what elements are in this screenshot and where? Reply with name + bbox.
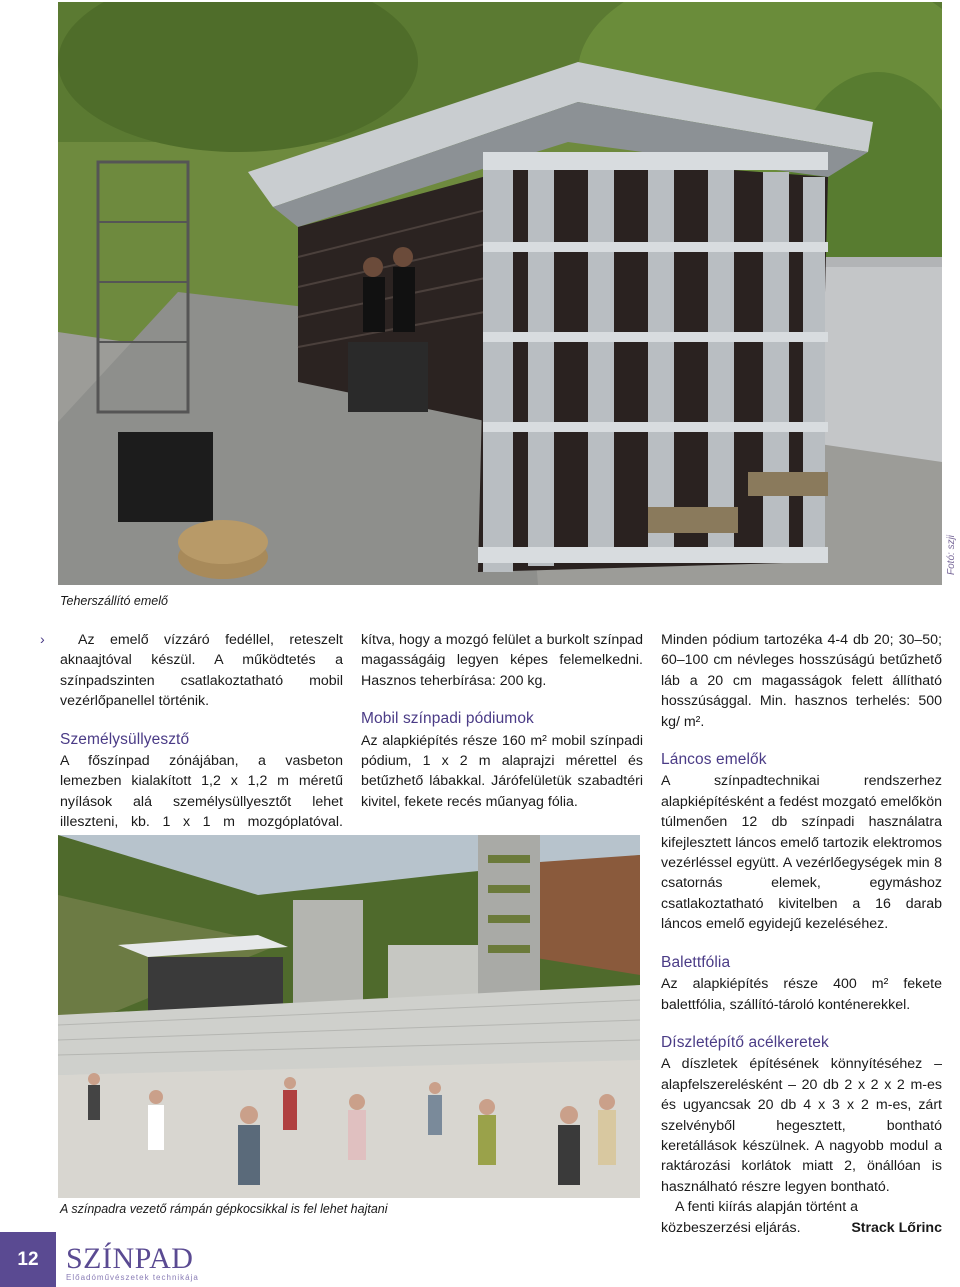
body-mobil-podiumok: Az alapkiépítés része 160 m² mobil színpadi pódium, 1 x 2 m alaprajzi mérettel és betűzhető lábakkal. Járófelületük szabadtéri kivitel, fekete recés műanyag fólia. — [361, 732, 643, 810]
continuation-paragraph: kítva, hogy a mozgó felület a burkolt színpad magasságáig legyen képes felemelkedni. Hasznos teherbírása: 200 kg. — [361, 632, 643, 689]
bottom-photo-caption: A színpadra vezető rámpán gépkocsikkal is fel lehet hajtani — [60, 1202, 388, 1216]
page-number: 12 — [0, 1232, 56, 1287]
intro-paragraph — [40, 630, 343, 712]
top-photo-caption: Teherszállító emelő — [60, 594, 168, 608]
heading-lancos-emelok: Láncos emelők — [661, 751, 767, 769]
intro-text: Az emelő vízzáró fedéllel, reteszelt aknaajtóval készül. A működtetés a színpadszinten csatlakoztatható mobil vezérlőpanellel történik. — [60, 632, 343, 710]
author-signature: Strack Lőrinc — [851, 1219, 942, 1236]
closing-text: A fenti kiírás alapján történt a közbeszerzési eljárás. — [661, 1199, 858, 1236]
body-diszletepito: A díszletek építésének könnyítéséhez – alapfelszerelésként – 20 db 2 x 2 x 2 m-es és ugyancsak 20 db 4 x 3 x 2 m-es, zárt szelvényből hegesztett, bontható keretállások készülnek. A nagyobb modul a raktározási korlátok miatt 2, önállóan is használható részre legyen bontható. — [661, 1056, 942, 1195]
heading-mobil-podiumok: Mobil színpadi pódiumok — [361, 710, 534, 728]
freight-lift-photo — [58, 2, 942, 585]
heading-szemelysullyeszto: Személysüllyesztő — [60, 730, 190, 748]
bullet-icon: › — [40, 632, 45, 648]
heading-diszletepito: Díszletépítő acélkeretek — [661, 1033, 829, 1051]
column-3 — [661, 630, 942, 1238]
closing-paragraph — [661, 1197, 942, 1238]
magazine-logo: SZÍNPAD — [66, 1242, 194, 1275]
column-1 — [40, 630, 343, 853]
ramp-photo — [58, 835, 640, 1198]
photo-credit: Fotó: szji — [946, 534, 957, 575]
body-szemelysullyeszto: A főszínpad zónájában, a vasbeton lemezben kialakított 1,2 x 1,2 m méretű nyílások alá személysüllyesztőt lehet illeszteni, kb. 1 x 1 m mozgóplatóval. — [60, 753, 343, 831]
body-balettfolia: Az alapkiépítés része 400 m² fekete balettfólia, szállító-tároló konténerekkel. — [661, 976, 942, 1013]
podium-accessories-paragraph: Minden pódium tartozéka 4-4 db 20; 30–50; 60–100 cm névleges hosszúságú betűzhető láb a 20 cm magasságok felett állítható hosszúsággal. Min. hasznos terhelés: 500 kg/ m². — [661, 632, 942, 730]
heading-balettfolia: Balettfólia — [661, 953, 731, 971]
column-2 — [361, 630, 643, 812]
magazine-tagline: Előadóművészetek technikája — [66, 1273, 199, 1282]
body-lancos-emelok: A színpadtechnikai rendszerhez alapkiépítésként a fedést mozgató emelőkön túlmenően 12 db színpadi használatra kifejlesztett láncos emelő tartozik elektromos vezérléssel együtt. A vezérlőegységek min 8 csatornás elemek, egymáshoz csatlakoztatható kivitelben a 16 darab láncos emelő egyidejű kezeléséhez. — [661, 773, 942, 933]
